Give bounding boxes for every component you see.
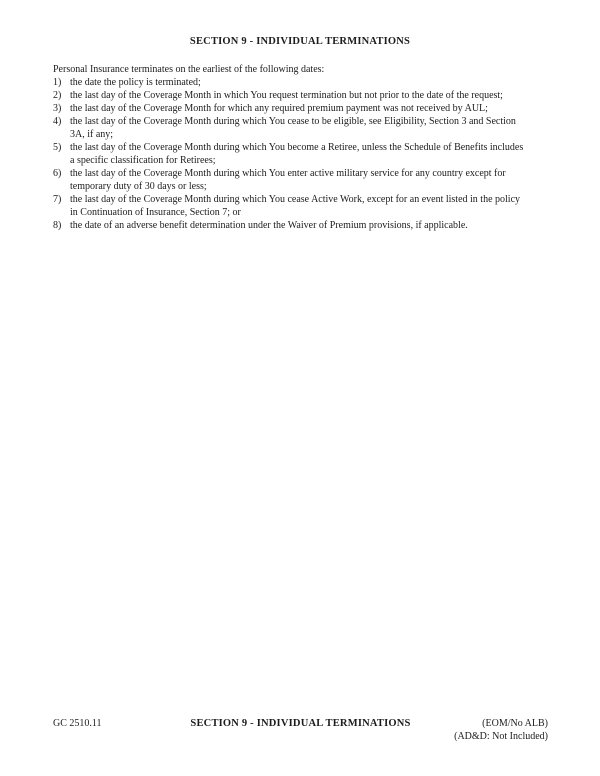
list-item <box>53 141 553 167</box>
list-item-line: in Continuation of Insurance, Section 7; or <box>70 207 241 218</box>
list-item <box>53 167 553 193</box>
list-item-line: the last day of the Coverage Month during which You enter active military service for any country except for <box>70 168 506 179</box>
list-item-text <box>70 89 553 102</box>
list-item-text <box>70 115 553 141</box>
list-item-text <box>70 102 553 115</box>
list-item-text <box>70 193 553 219</box>
list-item-line: temporary duty of 30 days or less; <box>70 181 207 192</box>
footer-plan-code-line1: (EOM/No ALB) <box>482 718 548 729</box>
termination-list <box>53 76 553 232</box>
list-item-line: 3A, if any; <box>70 129 114 140</box>
footer-plan-codes <box>417 717 548 743</box>
list-item-number: 1) <box>53 77 62 88</box>
list-item <box>53 193 553 219</box>
list-item <box>53 76 553 89</box>
footer-doc-code: GC 2510.11 <box>53 718 102 729</box>
list-item-line: a specific classification for Retirees; <box>70 155 216 166</box>
list-item-text <box>70 141 553 167</box>
page-footer <box>53 717 548 743</box>
list-item-number: 3) <box>53 103 62 114</box>
list-item-line: the last day of the Coverage Month during which You become a Retiree, unless the Schedule of Benefits includes <box>70 142 524 153</box>
list-item <box>53 115 553 141</box>
list-item-number: 6) <box>53 168 62 179</box>
list-item-text <box>70 167 553 193</box>
intro-paragraph: Personal Insurance terminates on the earliest of the following dates: <box>53 64 325 75</box>
list-item-number: 5) <box>53 142 62 153</box>
list-item-number: 2) <box>53 90 62 101</box>
list-item-line: the last day of the Coverage Month during which You cease to be eligible, see Eligibility, Section 3 and Section <box>70 116 516 127</box>
list-item <box>53 102 553 115</box>
list-item-number: 7) <box>53 194 62 205</box>
footer-plan-code-line2: (AD&D: Not Included) <box>454 731 548 742</box>
list-item <box>53 219 553 232</box>
list-item-line: the last day of the Coverage Month for which any required premium payment was not received by AUL; <box>70 103 488 114</box>
list-item <box>53 89 553 102</box>
list-item-line: the last day of the Coverage Month in which You request termination but not prior to the date of the request; <box>70 90 503 101</box>
list-item-line: the date of an adverse benefit determination under the Waiver of Premium provisions, if applicable. <box>70 220 468 231</box>
document-body <box>53 63 553 232</box>
list-item-line: the date the policy is terminated; <box>70 77 201 88</box>
page-title: SECTION 9 - INDIVIDUAL TERMINATIONS <box>189 36 411 47</box>
list-item-number: 8) <box>53 220 62 231</box>
list-item-text <box>70 219 553 232</box>
list-item-text <box>70 76 553 89</box>
footer-section-title: SECTION 9 - INDIVIDUAL TERMINATIONS <box>190 718 411 729</box>
list-item-number: 4) <box>53 116 62 127</box>
list-item-line: the last day of the Coverage Month during which You cease Active Work, except for an event listed in the policy <box>70 194 521 205</box>
